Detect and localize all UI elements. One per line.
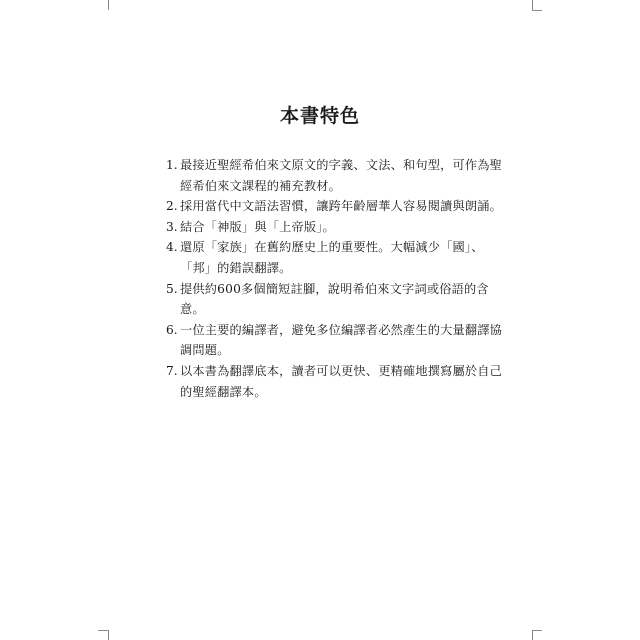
list-item-text: 提供約600多個簡短註腳，說明希伯來文字詞或俗語的含意。 — [180, 281, 489, 317]
crop-mark-top-left — [108, 0, 109, 10]
list-item-number: 2. — [166, 199, 178, 214]
list-item-number: 7. — [166, 363, 178, 378]
crop-mark-bottom-left — [108, 630, 109, 640]
list-item-number: 5. — [166, 281, 178, 296]
list-item — [166, 279, 506, 320]
list-item — [166, 155, 506, 196]
list-item — [166, 361, 506, 402]
crop-mark-top-right — [532, 0, 533, 10]
list-item-number: 4. — [166, 240, 178, 255]
list-item-text: 一位主要的編譯者，避免多位編譯者必然產生的大量翻譯協調問題。 — [180, 322, 503, 358]
list-item — [166, 217, 506, 238]
list-item-text: 以本書為翻譯底本，讀者可以更快、更精確地撰寫屬於自己的聖經翻譯本。 — [180, 363, 503, 399]
list-item — [166, 320, 506, 361]
list-item-text: 採用當代中文語法習慣，讓跨年齡層華人容易閱讀與朗誦。 — [180, 199, 503, 214]
list-item — [166, 237, 506, 278]
list-item-text: 最接近聖經希伯來文原文的字義、文法、和句型，可作為聖經希伯來文課程的補充教材。 — [180, 158, 503, 193]
crop-mark-right-bottom — [532, 630, 542, 631]
feature-list — [166, 155, 506, 402]
list-item-text: 還原「家族」在舊約歷史上的重要性。大幅減少「國」、「邦」的錯誤翻譯。 — [180, 240, 484, 275]
list-item-number: 1. — [166, 158, 178, 172]
page-title: 本書特色 — [279, 105, 360, 127]
list-item-number: 6. — [166, 322, 178, 337]
list-item — [166, 196, 506, 217]
crop-mark-left-bottom — [98, 630, 108, 631]
crop-mark-bottom-right — [532, 630, 533, 640]
list-item-number: 3. — [166, 219, 178, 234]
crop-mark-right-top — [532, 10, 542, 11]
list-item-text: 結合「神版」與「上帝版」。 — [180, 219, 335, 234]
